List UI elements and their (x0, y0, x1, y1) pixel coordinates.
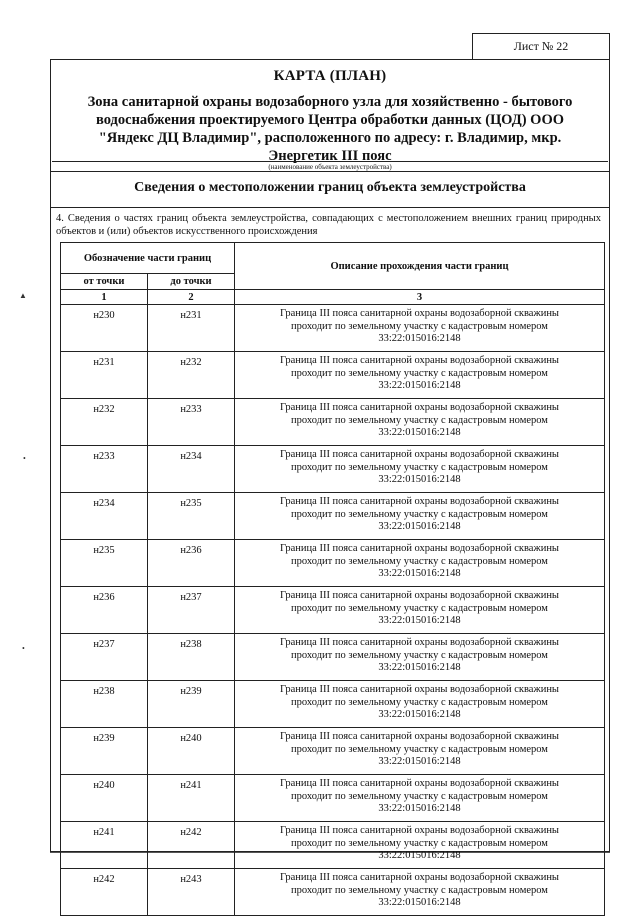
to-point: н238 (148, 634, 235, 681)
object-name-caption (52, 161, 608, 171)
to-point: н235 (148, 493, 235, 540)
to-header: до точки (148, 274, 235, 290)
description-line: 33:22:015016:2148 (378, 850, 461, 861)
boundary-description (235, 681, 605, 728)
description-line: проходит по земельному участку с кадастровым номером (291, 461, 548, 473)
description-line: 33:22:015016:2148 (378, 709, 461, 720)
boundary-description (235, 493, 605, 540)
description-line: 33:22:015016:2148 (378, 568, 461, 579)
to-point: н237 (148, 587, 235, 634)
table-row (61, 305, 605, 352)
description-line: Граница III пояса санитарной охраны водозаборной скважины (279, 543, 559, 554)
boundary-description (235, 634, 605, 681)
section-title: Сведения о местоположении границ объекта землеустройства (134, 180, 526, 195)
desc-header: Описание прохождения части границ (235, 243, 605, 290)
to-point: н239 (148, 681, 235, 728)
description-line: Граница III пояса санитарной охраны водозаборной скважины (279, 778, 559, 789)
col-number: 3 (235, 290, 605, 305)
divider (50, 207, 610, 208)
description-line: Граница III пояса санитарной охраны водозаборной скважины (279, 825, 559, 836)
description-line: проходит по земельному участку с кадастровым номером (291, 790, 548, 802)
from-point: н236 (61, 587, 148, 634)
from-point: н235 (61, 540, 148, 587)
from-point: н237 (61, 634, 148, 681)
description-line: 33:22:015016:2148 (378, 615, 461, 626)
table-row (61, 587, 605, 634)
from-point: н230 (61, 305, 148, 352)
description-line: проходит по земельному участку с кадастровым номером (291, 696, 548, 708)
boundary-description (235, 587, 605, 634)
boundary-description (235, 399, 605, 446)
document-header (52, 60, 608, 165)
description-line: Граница III пояса санитарной охраны водозаборной скважины (279, 637, 559, 648)
to-point: н231 (148, 305, 235, 352)
group-header: Обозначение части границ (61, 243, 235, 274)
description-line: проходит по земельному участку с кадастровым номером (291, 602, 548, 614)
zone-title-line: Зона санитарной охраны водозаборного узла для хозяйственно - бытового (87, 94, 573, 110)
margin-mark: • (23, 454, 26, 463)
sheet-number-box (472, 33, 610, 59)
boundary-description (235, 775, 605, 822)
from-point: н231 (61, 352, 148, 399)
to-point: н242 (148, 822, 235, 869)
from-point: н233 (61, 446, 148, 493)
description-line: Граница III пояса санитарной охраны водозаборной скважины (279, 590, 559, 601)
zone-title (52, 93, 608, 165)
from-point: н238 (61, 681, 148, 728)
to-point: н243 (148, 869, 235, 916)
table-row (61, 634, 605, 681)
caption-text: (наименование объекта землеустройства) (268, 163, 392, 171)
boundary-description (235, 728, 605, 775)
to-point: н236 (148, 540, 235, 587)
to-point: н240 (148, 728, 235, 775)
from-point: н241 (61, 822, 148, 869)
boundary-description (235, 869, 605, 916)
boundary-description (235, 352, 605, 399)
description-line: 33:22:015016:2148 (378, 427, 461, 438)
description-line: 33:22:015016:2148 (378, 756, 461, 767)
boundary-description (235, 305, 605, 352)
table-row (61, 352, 605, 399)
description-line: Граница III пояса санитарной охраны водозаборной скважины (279, 872, 559, 883)
description-line: Граница III пояса санитарной охраны водозаборной скважины (279, 496, 559, 507)
from-point: н234 (61, 493, 148, 540)
description-line: проходит по земельному участку с кадастровым номером (291, 649, 548, 661)
from-point: н242 (61, 869, 148, 916)
description-line: проходит по земельному участку с кадастровым номером (291, 555, 548, 567)
from-point: н240 (61, 775, 148, 822)
description-line: проходит по земельному участку с кадастровым номером (291, 320, 548, 332)
section-intro: 4. Сведения о частях границ объекта землеустройства, совпадающих с местоположением внешних границ природных объектов и (или) объектов искусственного происхождения (56, 213, 601, 237)
zone-title-line: водоснабжения проектируемого Центра обработки данных (ЦОД) ООО (95, 112, 565, 128)
to-point: н234 (148, 446, 235, 493)
zone-title-line: Энергетик III пояс (268, 148, 392, 164)
zone-title-line: "Яндекс ДЦ Владимир", расположенного по адресу: г. Владимир, мкр. (98, 130, 562, 146)
col-number: 1 (61, 290, 148, 305)
from-point: н239 (61, 728, 148, 775)
to-point: н233 (148, 399, 235, 446)
description-line: Граница III пояса санитарной охраны водозаборной скважины (279, 308, 559, 319)
description-line: 33:22:015016:2148 (378, 662, 461, 673)
table-row (61, 493, 605, 540)
boundary-description (235, 822, 605, 869)
table-row (61, 681, 605, 728)
description-line: 33:22:015016:2148 (378, 333, 461, 344)
description-line: проходит по земельному участку с кадастровым номером (291, 884, 548, 896)
map-title: КАРТА (ПЛАН) (273, 68, 387, 84)
description-line: проходит по земельному участку с кадастровым номером (291, 743, 548, 755)
table-row (61, 399, 605, 446)
description-line: 33:22:015016:2148 (378, 803, 461, 814)
col-number: 2 (148, 290, 235, 305)
sheet-number: Лист № 22 (513, 39, 569, 53)
divider (50, 171, 610, 172)
boundary-description (235, 540, 605, 587)
description-line: Граница III пояса санитарной охраны водозаборной скважины (279, 449, 559, 460)
description-line: проходит по земельному участку с кадастровым номером (291, 837, 548, 849)
margin-mark: • (22, 644, 25, 653)
to-point: н232 (148, 352, 235, 399)
boundary-table (60, 242, 605, 916)
table-row (61, 775, 605, 822)
table-row (61, 728, 605, 775)
description-line: 33:22:015016:2148 (378, 521, 461, 532)
description-line: Граница III пояса санитарной охраны водозаборной скважины (279, 731, 559, 742)
description-line: 33:22:015016:2148 (378, 380, 461, 391)
table-row (61, 540, 605, 587)
boundary-description (235, 446, 605, 493)
description-line: Граница III пояса санитарной охраны водозаборной скважины (279, 402, 559, 413)
table-row (61, 822, 605, 869)
description-line: Граница III пояса санитарной охраны водозаборной скважины (279, 355, 559, 366)
margin-mark: ▲ (19, 291, 27, 300)
description-line: Граница III пояса санитарной охраны водозаборной скважины (279, 684, 559, 695)
table-row (61, 446, 605, 493)
from-header: от точки (61, 274, 148, 290)
description-line: 33:22:015016:2148 (378, 474, 461, 485)
description-line: 33:22:015016:2148 (378, 897, 461, 908)
description-line: проходит по земельному участку с кадастровым номером (291, 508, 548, 520)
description-line: проходит по земельному участку с кадастровым номером (291, 414, 548, 426)
table-row (61, 869, 605, 916)
to-point: н241 (148, 775, 235, 822)
description-line: проходит по земельному участку с кадастровым номером (291, 367, 548, 379)
from-point: н232 (61, 399, 148, 446)
